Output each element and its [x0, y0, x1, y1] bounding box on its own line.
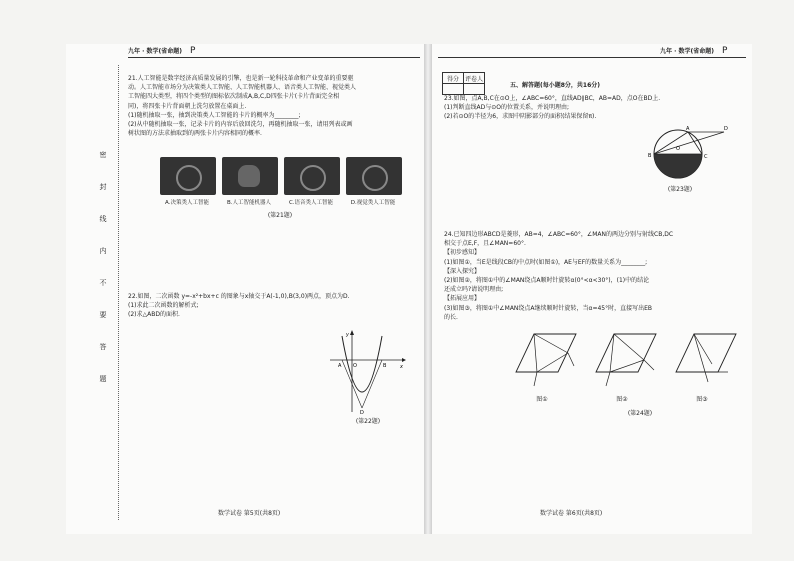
q24-part: 的长.: [444, 313, 458, 321]
parabola-figure: [326, 330, 406, 414]
page-gutter: [424, 44, 432, 534]
rhombus-figure-3: [668, 326, 744, 392]
center-o-label: O: [676, 146, 680, 152]
card-c-image: [284, 157, 340, 195]
q22-line: (2)求△ABD的面积.: [128, 311, 180, 319]
q22-line: (1)求此二次函数的解析式;: [128, 302, 199, 310]
q24-part: (1)如图①，当E是线段CB的中点时(如图①)，AE与EF的数量关系为________;: [444, 258, 648, 266]
fig-2-label: 图②: [616, 396, 628, 403]
question-23: [444, 94, 750, 122]
q23-line: (1)判断直线AD与⊙O的位置关系，并说明理由;: [444, 104, 569, 112]
q24-part: (2)如图②，将图①中的∠MAN绕点A顺时针旋转α(0°<α<30°)，(1)中的结论: [444, 277, 650, 285]
point-a-label: A: [338, 363, 342, 369]
q24-caption: (第24题): [627, 410, 653, 417]
seal-line: [118, 65, 119, 520]
q24-part: 还成立吗?请说明理由;: [444, 286, 504, 294]
card-b-label: B.人工智能机器人: [226, 200, 272, 206]
card-a-image: [160, 157, 216, 195]
q24-part: (3)如图③，将图①中∠MAN绕点A继续顺时针旋转，当α=45°时，直接写出EB: [444, 304, 653, 312]
q24-line: 24.已知四边形ABCD是菱形，AB=4，∠ABC=60°，∠MAN的两边分别与射线CB,DC: [444, 231, 674, 238]
seal-char: 密: [99, 151, 107, 159]
right-page-footer: 数学试卷 第6页(共8页): [540, 510, 603, 517]
q23-line: (2)若⊙O的半径为6，求图中阴影部分的面积(结果保留π).: [444, 113, 597, 121]
card-c-label: C.语音类人工智能: [288, 200, 334, 206]
question-22: [128, 292, 418, 320]
question-24: [444, 230, 750, 322]
q22-line: 22.如图，二次函数 y=-x²+bx+c 的图象与x轴交于A(-1,0),B(3,0)两点，顶点为D.: [128, 293, 350, 300]
q24-part: 【深入探究】: [444, 267, 481, 275]
point-d-label: D: [724, 126, 728, 132]
right-header: [660, 46, 727, 56]
card-b-image: [222, 157, 278, 195]
card-d-image: [346, 157, 402, 195]
fig-3-label: 图③: [696, 396, 708, 403]
paper-mark-right: P: [721, 46, 728, 56]
seal-char: 内: [99, 247, 107, 255]
paper-mark: P: [189, 46, 196, 56]
point-a-label: A: [686, 126, 690, 132]
rhombus-figure-2: [588, 326, 664, 392]
question-21: [128, 74, 418, 138]
seal-char: 不: [99, 279, 107, 287]
rhombus-figure-1: [508, 326, 584, 392]
seal-char: 线: [99, 215, 107, 223]
q24-part: 【拓展应用】: [444, 295, 481, 303]
q21-line: 同)，将四张卡片背面朝上洗匀放置在桌面上.: [128, 102, 247, 110]
q21-line: 工智能四大类型，将四个类型的图标依次制成A,B,C,D四张卡片(卡片背面完全相: [128, 93, 340, 101]
q21-caption: (第21题): [267, 212, 293, 219]
q21-line: (2)从中随机抽取一张，记录卡片的内容后放回洗匀，再随机抽取一张，请用列表或画: [128, 121, 353, 129]
grader-cell-label: 评卷人: [464, 73, 485, 84]
left-header-rule: [128, 57, 420, 58]
right-header-rule: [438, 57, 746, 58]
q23-caption: (第23题): [667, 186, 693, 193]
point-c-label: C: [704, 154, 708, 160]
origin-label: O: [353, 363, 357, 369]
q21-line: 动。人工智能市场分为决策类人工智能、人工智能机器人、语音类人工智能、视觉类人: [128, 84, 357, 92]
fig-1-label: 图①: [536, 396, 548, 403]
card-d-label: D.视觉类人工智能: [350, 200, 396, 206]
q22-caption: (第22题): [355, 418, 381, 425]
q24-line: 相交于点E,F，且∠MAN=60°.: [444, 240, 526, 248]
score-cell-label: 得分: [443, 73, 464, 84]
q21-line: 树状图的方法求抽取到的两张卡片内容相同的概率.: [128, 130, 262, 138]
y-axis-label: y: [346, 332, 349, 338]
score-table: [442, 72, 485, 95]
q24-part: 【初步感知】: [444, 249, 481, 257]
seal-warning: [96, 150, 110, 406]
q21-line: 21.人工智能是数字经济高质量发展的引擎，也是新一轮科技革命和产业变革的重要驱: [128, 75, 354, 82]
seal-char: 要: [99, 311, 107, 319]
vertex-d-label: D: [360, 410, 364, 414]
q21-line: (1)随机抽取一张，抽到决策类人工智能的卡片的概率为________;: [128, 111, 301, 119]
circle-figure: [644, 122, 730, 184]
right-header-title: 九年 · 数学(省命题): [660, 48, 714, 55]
left-page-footer: 数学试卷 第5页(共8页): [218, 510, 281, 517]
grader-input-cell[interactable]: [464, 84, 485, 95]
section-5-title: 五、解答题(每小题8分，共16分): [510, 82, 601, 89]
x-axis-label: x: [400, 364, 403, 370]
point-b-label: B: [383, 363, 387, 369]
score-input-cell[interactable]: [443, 84, 464, 95]
q23-line: 23.如图，点A,B,C在⊙O上，∠ABC=60°，直线AD∥BC，AB=AD，点O在BD上.: [444, 95, 661, 102]
seal-char: 答: [99, 343, 107, 351]
seal-char: 封: [99, 183, 107, 191]
left-header-title: 九年 · 数学(省命题): [128, 48, 182, 55]
card-a-label: A.决策类人工智能: [165, 200, 209, 206]
seal-char: 题: [99, 375, 107, 383]
left-header: [128, 46, 195, 56]
point-b-label: B: [648, 153, 652, 159]
